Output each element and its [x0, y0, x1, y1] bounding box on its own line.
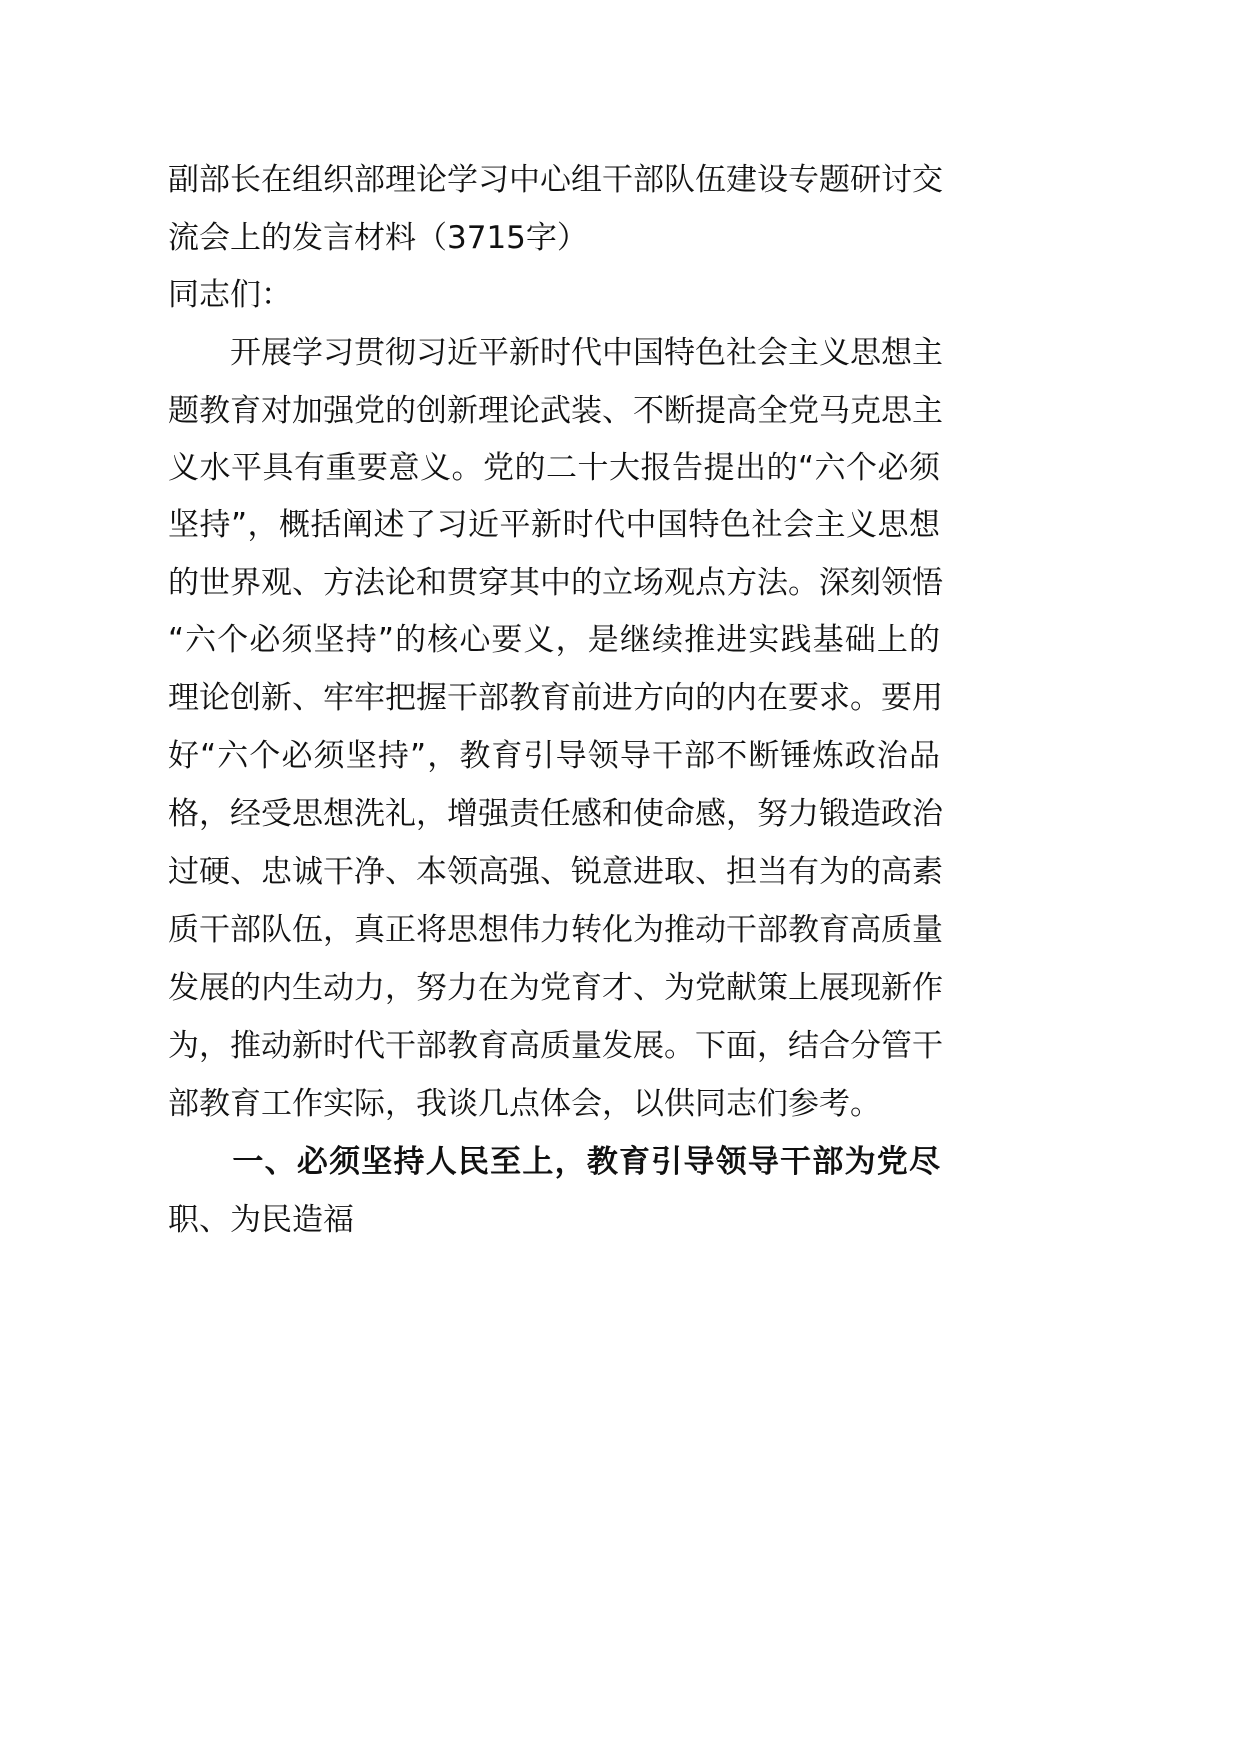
paragraph-line: 义水平具有重要意义。党的二十大报告提出的“六个必须	[168, 450, 940, 486]
paragraph-line: 理论创新、牢牢把握干部教育前进方向的内在要求。要用	[168, 680, 943, 716]
paragraph-line: 发展的内生动力，努力在为党育才、为党献策上展现新作	[168, 970, 943, 1006]
paragraph-line: 坚持”，概括阐述了习近平新时代中国特色社会主义思想	[168, 507, 940, 543]
paragraph-line: 格，经受思想洗礼，增强责任感和使命感，努力锻造政治	[168, 796, 943, 832]
paragraph-line: 部教育工作实际，我谈几点体会，以供同志们参考。	[168, 1086, 881, 1122]
paragraph-line: 开展学习贯彻习近平新时代中国特色社会主义思想主	[168, 335, 943, 371]
section-heading-line-1: 一、必须坚持人民至上，教育引导领导干部为党尽	[168, 1144, 940, 1180]
document-title-line-1: 副部长在组织部理论学习中心组干部队伍建设专题研讨交	[168, 162, 943, 198]
paragraph-line: 质干部队伍，真正将思想伟力转化为推动干部教育高质量	[168, 912, 943, 948]
paragraph-line: 题教育对加强党的创新理论武装、不断提高全党马克思主	[168, 393, 943, 429]
paragraph-line: 为，推动新时代干部教育高质量发展。下面，结合分管干	[168, 1028, 943, 1064]
paragraph-line: 过硬、忠诚干净、本领高强、锐意进取、担当有为的高素	[168, 854, 943, 890]
section-heading-line-2: 职、为民造福	[168, 1202, 354, 1238]
paragraph-line: 的世界观、方法论和贯穿其中的立场观点方法。深刻领悟	[168, 565, 943, 601]
paragraph-line: “六个必须坚持”的核心要义，是继续推进实践基础上的	[168, 622, 940, 658]
document-title-line-2: 流会上的发言材料（3715字）	[168, 220, 588, 256]
paragraph-line: 好“六个必须坚持”，教育引导领导干部不断锤炼政治品	[168, 738, 940, 774]
salutation: 同志们：	[168, 277, 292, 313]
